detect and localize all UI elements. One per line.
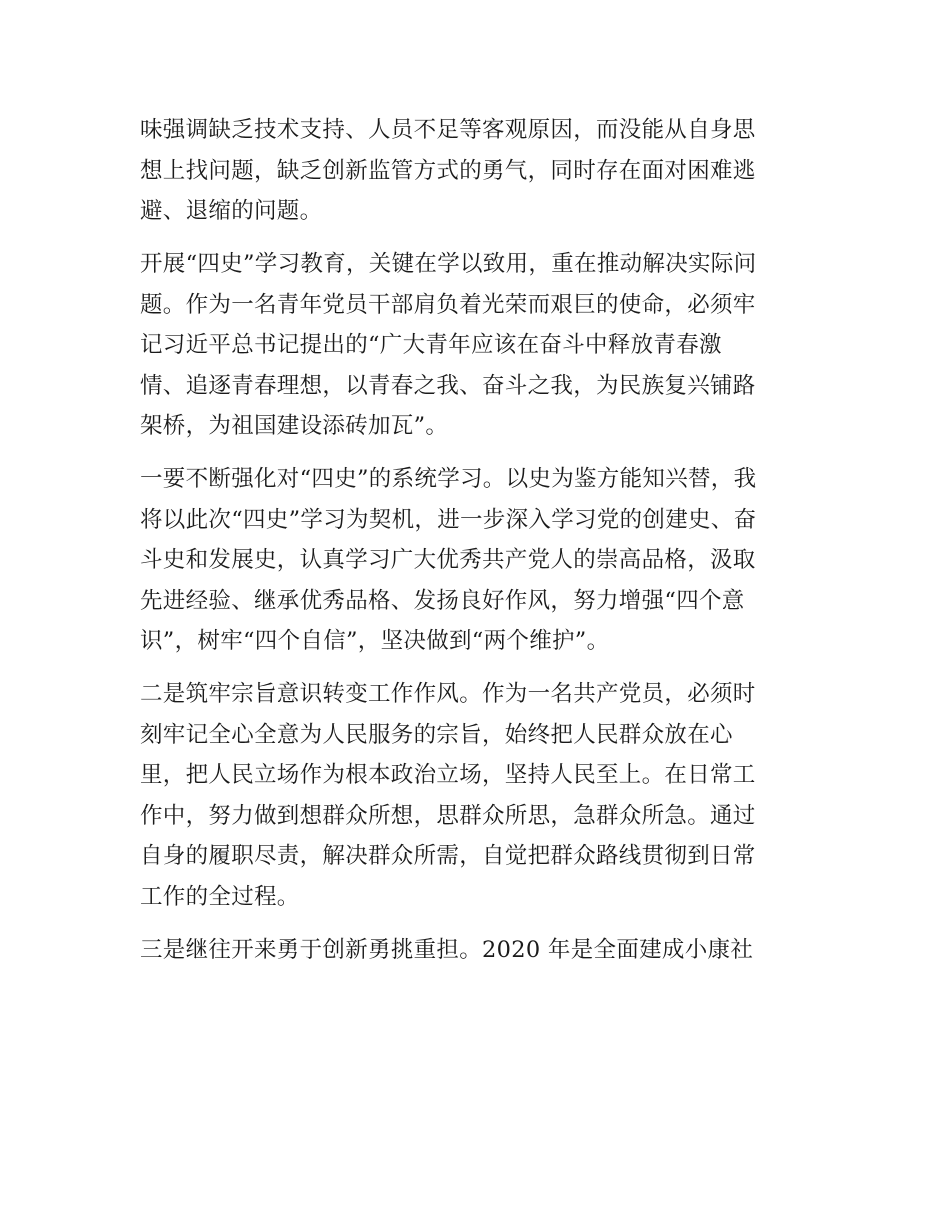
- text-line: 先进经验、继承优秀品格、发扬良好作风，努力增强“四个意: [140, 587, 745, 614]
- text-line: 开展“四史”学习教育，关键在学以致用，重在推动解决实际问: [140, 251, 757, 277]
- text-line: 自身的履职尽责，解决群众所需，自觉把群众路线贯彻到日常: [140, 843, 756, 869]
- paragraph-2: [140, 244, 820, 447]
- paragraph-4: [140, 674, 820, 917]
- text-line: 想上找问题，缺乏创新监管方式的勇气，同时存在面对困难逃: [140, 157, 756, 184]
- text-line: 里，把人民立场作为根本政治立场，坚持人民至上。在日常工: [140, 762, 756, 788]
- text-line: 作中，努力做到想群众所想，思群众所思，急群众所急。通过: [140, 802, 756, 829]
- text-line: 三是继往开来勇于创新勇挑重担。2020 年是全面建成小康社: [140, 936, 754, 963]
- paragraph-3: [140, 459, 820, 662]
- text-line: 记习近平总书记提出的“广大青年应该在奋斗中释放青春激: [140, 332, 722, 358]
- text-line: 架桥，为祖国建设添砖加瓦”。: [140, 413, 449, 439]
- paragraph-1: [140, 110, 820, 232]
- text-line: 味强调缺乏技术支持、人员不足等客观原因，而没能从自身思: [140, 117, 756, 143]
- text-line: 识”，树牢“四个自信”，坚决做到“两个维护”。: [140, 628, 610, 654]
- paragraph-5: [140, 930, 820, 971]
- text-line: 将以此次“四史”学习为契机，进一步深入学习党的创建史、奋: [140, 506, 757, 533]
- text-line: 情、追逐青春理想，以青春之我、奋斗之我，为民族复兴铺路: [140, 372, 756, 399]
- text-line: 题。作为一名青年党员干部肩负着光荣而艰巨的使命，必须牢: [140, 291, 756, 318]
- text-line: 工作的全过程。: [140, 883, 300, 910]
- text-line: 一要不断强化对“四史”的系统学习。以史为鉴方能知兴替，我: [140, 466, 757, 492]
- document-body: [140, 110, 820, 983]
- text-line: 斗史和发展史，认真学习广大优秀共产党人的崇高品格，汲取: [140, 547, 756, 573]
- text-line: 刻牢记全心全意为人民服务的宗旨，始终把人民群众放在心: [140, 721, 733, 748]
- text-line: 避、退缩的问题。: [140, 198, 323, 224]
- text-line: 二是筑牢宗旨意识转变工作作风。作为一名共产党员，必须时: [140, 681, 756, 707]
